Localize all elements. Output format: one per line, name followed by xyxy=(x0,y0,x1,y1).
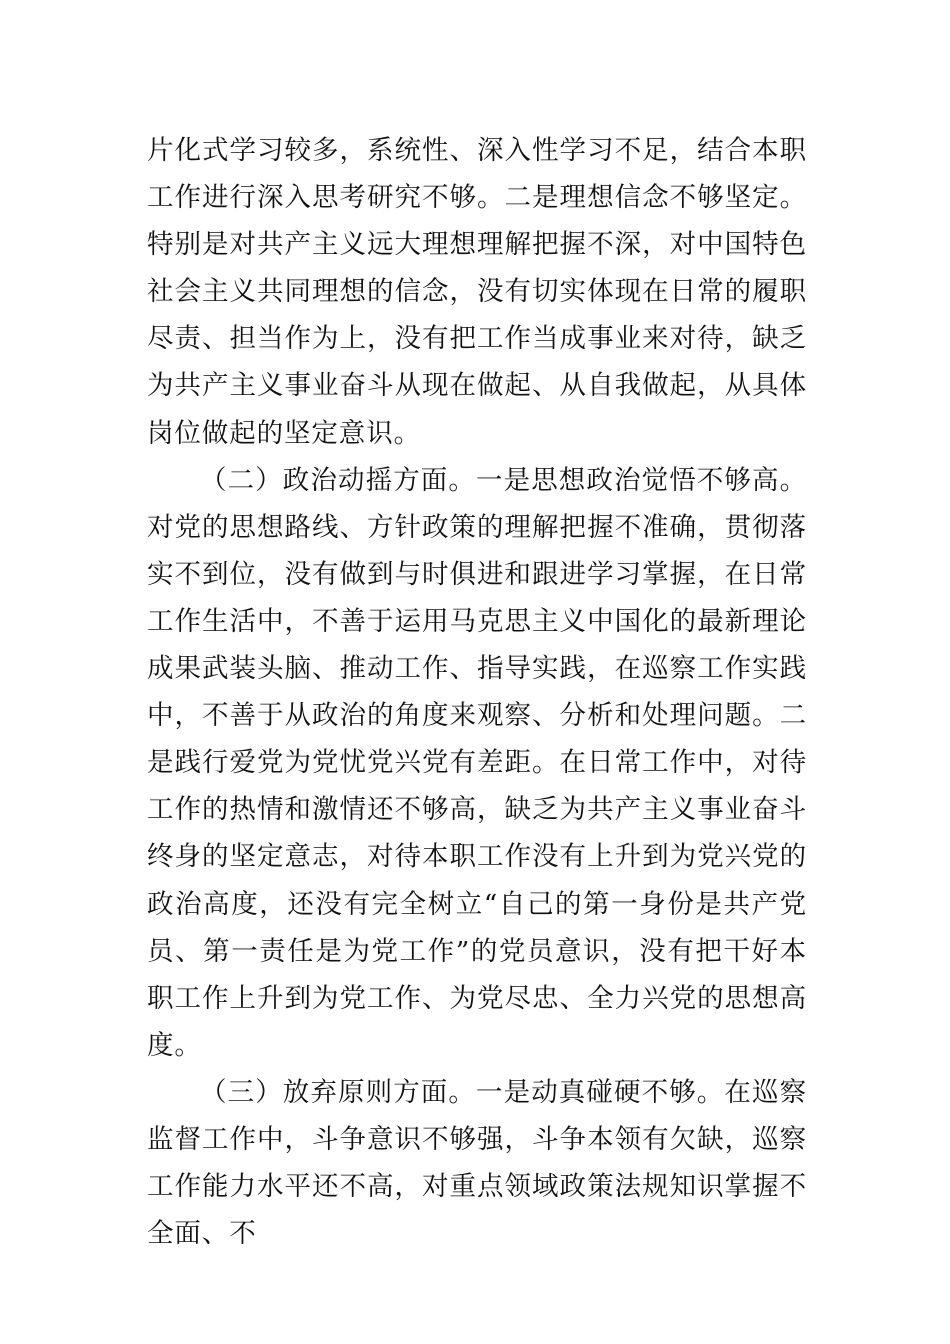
paragraph-abandoning-principles: （三）放弃原则方面。一是动真碰硬不够。在巡察监督工作中，斗争意识不够强，斗争本领有欠缺，巡察工作能力水平还不高，对重点领域政策法规知识掌握不全面、不 xyxy=(147,1076,807,1250)
paragraph-political-wavering: （二）政治动摇方面。一是思想政治觉悟不够高。对党的思想路线、方针政策的理解把握不准确，贯彻落实不到位，没有做到与时俱进和跟进学习掌握，在日常工作生活中，不善于运用马克思主义中国化的最新理论成果武装头脑、推动工作、指导实践，在巡察工作实践中，不善于从政治的角度来观察、分析和处理问题。二是践行爱党为党忧党兴党有差距。在日常工作中，对待工作的热情和激情还不够高，缺乏为共产主义事业奋斗终身的坚定意志，对待本职工作没有上升到为党兴党的政治高度，还没有完全树立“自己的第一身份是共产党员、第一责任是为党工作”的党员意识，没有把干好本职工作上升到为党工作、为党尽忠、全力兴党的思想高度。 xyxy=(147,464,807,1061)
document-body xyxy=(147,127,807,1257)
paragraph-continuation: 片化式学习较多，系统性、深入性学习不足，结合本职工作进行深入思考研究不够。二是理想信念不够坚定。特别是对共产主义远大理想理解把握不深，对中国特色社会主义共同理想的信念，没有切实体现在日常的履职尽责、担当作为上，没有把工作当成事业来对待，缺乏为共产主义事业奋斗从现在做起、从自我做起，从具体岗位做起的坚定意识。 xyxy=(147,135,807,449)
